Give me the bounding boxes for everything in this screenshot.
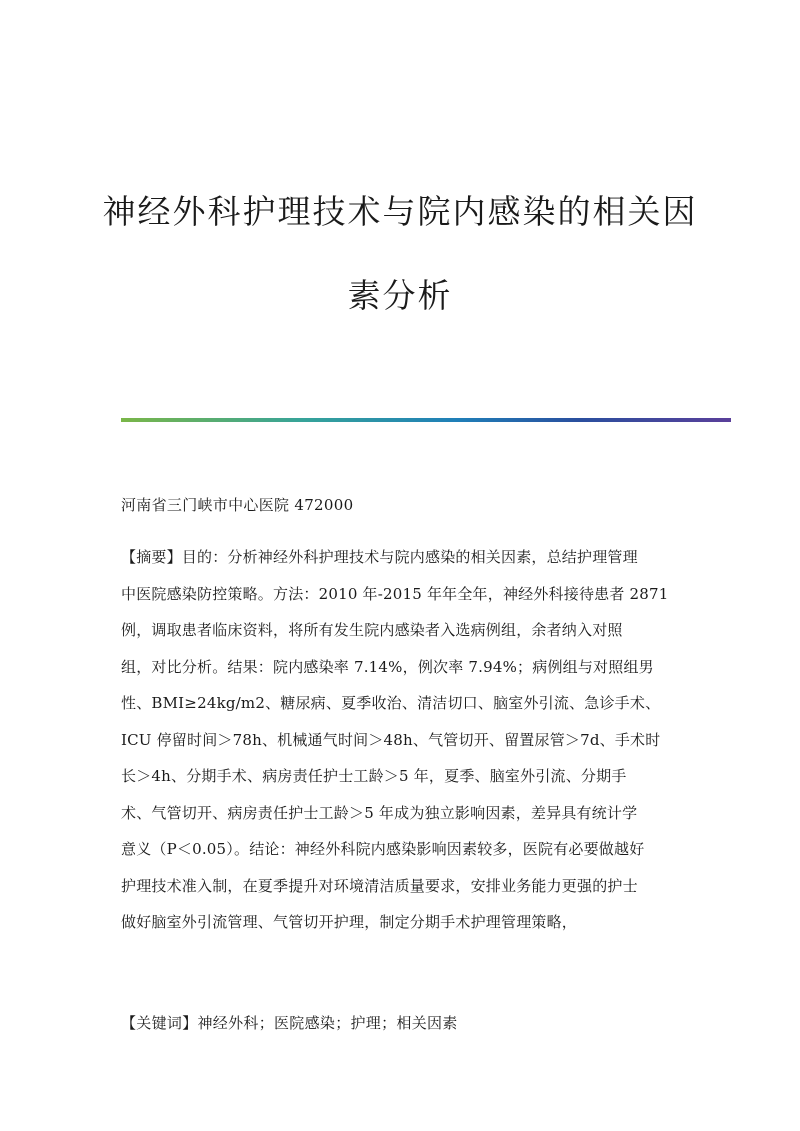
abstract-line: 性、BMI≥24kg/m2、糖尿病、夏季收治、清洁切口、脑室外引流、急诊手术、: [121, 694, 661, 712]
title-divider: [121, 418, 731, 422]
abstract-line: 【摘要】目的：分析神经外科护理技术与院内感染的相关因素，总结护理管理: [121, 548, 638, 566]
abstract-line: 意义（P＜0.05）。结论：神经外科院内感染影响因素较多，医院有必要做越好: [121, 840, 645, 858]
abstract-line: 例，调取患者临床资料，将所有发生院内感染者入选病例组，余者纳入对照: [121, 621, 623, 639]
abstract-line: 组，对比分析。结果：院内感染率 7.14%，例次率 7.94%；病例组与对照组男: [121, 657, 654, 676]
abstract-line: 术、气管切开、病房责任护士工龄＞5 年成为独立影响因素，差异具有统计学: [121, 803, 638, 822]
abstract-line: 中医院感染防控策略。方法：2010 年-2015 年年全年，神经外科接待患者 2871: [121, 584, 669, 603]
author-affiliation: 河南省三门峡市中心医院 472000: [121, 496, 354, 514]
abstract-line: 长＞4h、分期手术、病房责任护士工龄＞5 年，夏季、脑室外引流、分期手: [121, 767, 627, 785]
keywords: 【关键词】神经外科；医院感染；护理；相关因素: [121, 1014, 458, 1032]
abstract: [121, 539, 681, 941]
abstract-line: 做好脑室外引流管理、气管切开护理，制定分期手术护理管理策略，: [121, 913, 578, 931]
document-title-line-2: 素分析: [347, 276, 453, 315]
abstract-line: 护理技术准入制，在夏季提升对环境清洁质量要求，安排业务能力更强的护士: [121, 876, 638, 895]
abstract-line: ICU 停留时间＞78h、机械通气时间＞48h、气管切开、留置尿管＞7d、手术时: [121, 730, 661, 749]
document-title-line-1: 神经外科护理技术与院内感染的相关因: [102, 192, 698, 231]
